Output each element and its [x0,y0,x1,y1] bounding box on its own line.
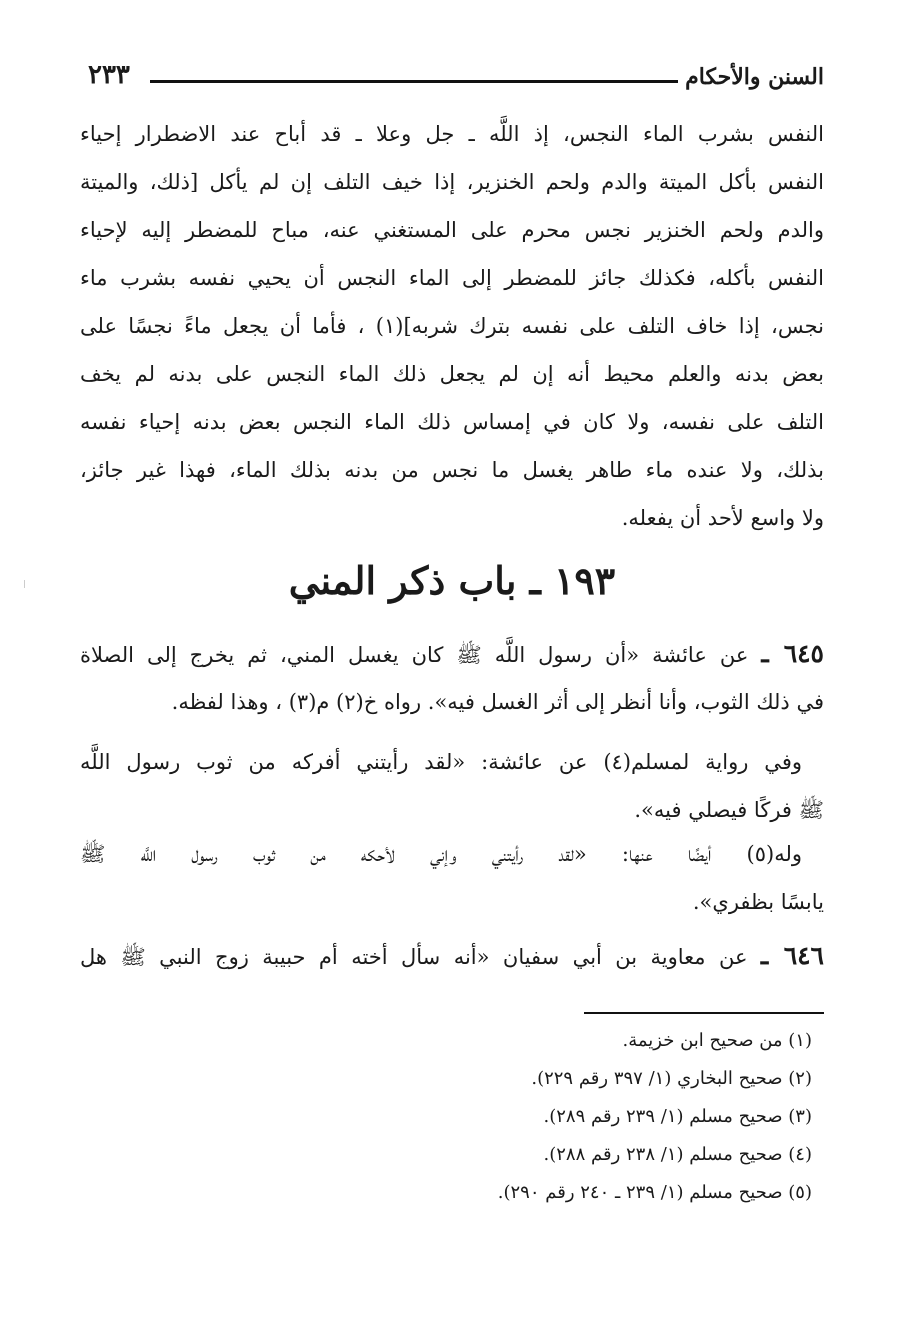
hadith-number: ٦٤٦ ـ [760,941,824,970]
text-line: في ذلك الثوب، وأنا أنظر إلى أثر الغسل فيه». رواه خ(٢) م(٣) ، وهذا لفظه. [171,690,824,714]
footnote: (٤) صحيح مسلم (١/ ٢٣٨ رقم ٢٨٨). [543,1144,812,1165]
text-line: بذلك، ولا عنده ماء طاهر يغسل ما نجس من بدنه بذلك الماء، فهذا غير جائز، [80,458,824,482]
footnote-separator [584,1012,824,1014]
footnotes [212,1022,812,1212]
text-line: وفي رواية لمسلم(٤) عن عائشة: «لقد رأيتني أفركه من ثوب رسول اللَّه [80,750,802,774]
text-line [80,630,824,678]
footnote: (٣) صحيح مسلم (١/ ٢٣٩ رقم ٢٨٩). [543,1106,812,1127]
hadith-text: عن عائشة «أن رسول اللَّه ﷺ كان يغسل المني، ثم يخرج إلى الصلاة [80,643,749,667]
page-number: ٢٣٣ [88,60,130,90]
hadith-646 [80,932,824,980]
text-line: النفس بشرب الماء النجس، إذ اللَّه ـ جل وعلا ـ قد أباح عند الاضطرار إحياء [80,122,824,146]
opening-paragraph [80,110,824,542]
text-line: النفس بأكله، فكذلك جائز للمضطر إلى الماء النجس أن يحيي نفسه بشرب ماء [80,266,824,290]
footnote: (٥) صحيح مسلم (١/ ٢٣٩ ـ ٢٤٠ رقم ٢٩٠). [497,1182,812,1203]
hadith-text: عن معاوية بن أبي سفيان «أنه سأل أخته أم حبيبة زوج النبي ﷺ هل [80,945,748,969]
text-line [80,932,824,980]
hadith-number: ٦٤٥ ـ [761,639,824,668]
chapter-heading: ١٩٣ ـ باب ذكر المني [288,558,616,603]
header-rule [150,80,678,83]
text-line: يابسًا بظفري». [692,890,824,914]
footnote: (٢) صحيح البخاري (١/ ٣٩٧ رقم ٢٢٩). [531,1068,812,1089]
text-line: النفس بأكل الميتة والدم ولحم الخنزير، إذا خيف التلف إن لم يأكل [ذلك، والميتة [80,170,824,194]
text-line: وله(٥) أيضًا عنها: «لقد رأيتني وإني لأحكه من ثوب رسول اللَّه ﷺ [80,842,802,866]
text-line: ﷺ فركًا فيصلي فيه». [634,798,824,822]
hadith-645 [80,630,824,726]
muslim-variant-paragraph [80,738,824,834]
running-title: السنن والأحكام [685,64,824,90]
text-line: والدم ولحم الخنزير نجس محرم على المستغني عنه، مباح للمضطر إليه لإحياء [80,218,824,242]
text-line: ولا واسع لأحد أن يفعله. [621,506,824,530]
text-line: نجس، إذا خاف التلف على نفسه بترك شربه](١) ، فأما أن يجعل ماءً نجسًا على [80,314,824,338]
text-line: بعض بدنه والعلم محيط أنه إن لم يجعل ذلك الماء النجس على بدنه لم يخف [80,362,824,386]
text-line: التلف على نفسه، ولا كان في إمساس ذلك الماء النجس بعض بدنه إحياء نفسه [80,410,824,434]
margin-speck [24,580,25,588]
second-variant-paragraph [80,830,824,926]
footnote: (١) من صحيح ابن خزيمة. [622,1030,812,1051]
page-header [88,60,824,100]
